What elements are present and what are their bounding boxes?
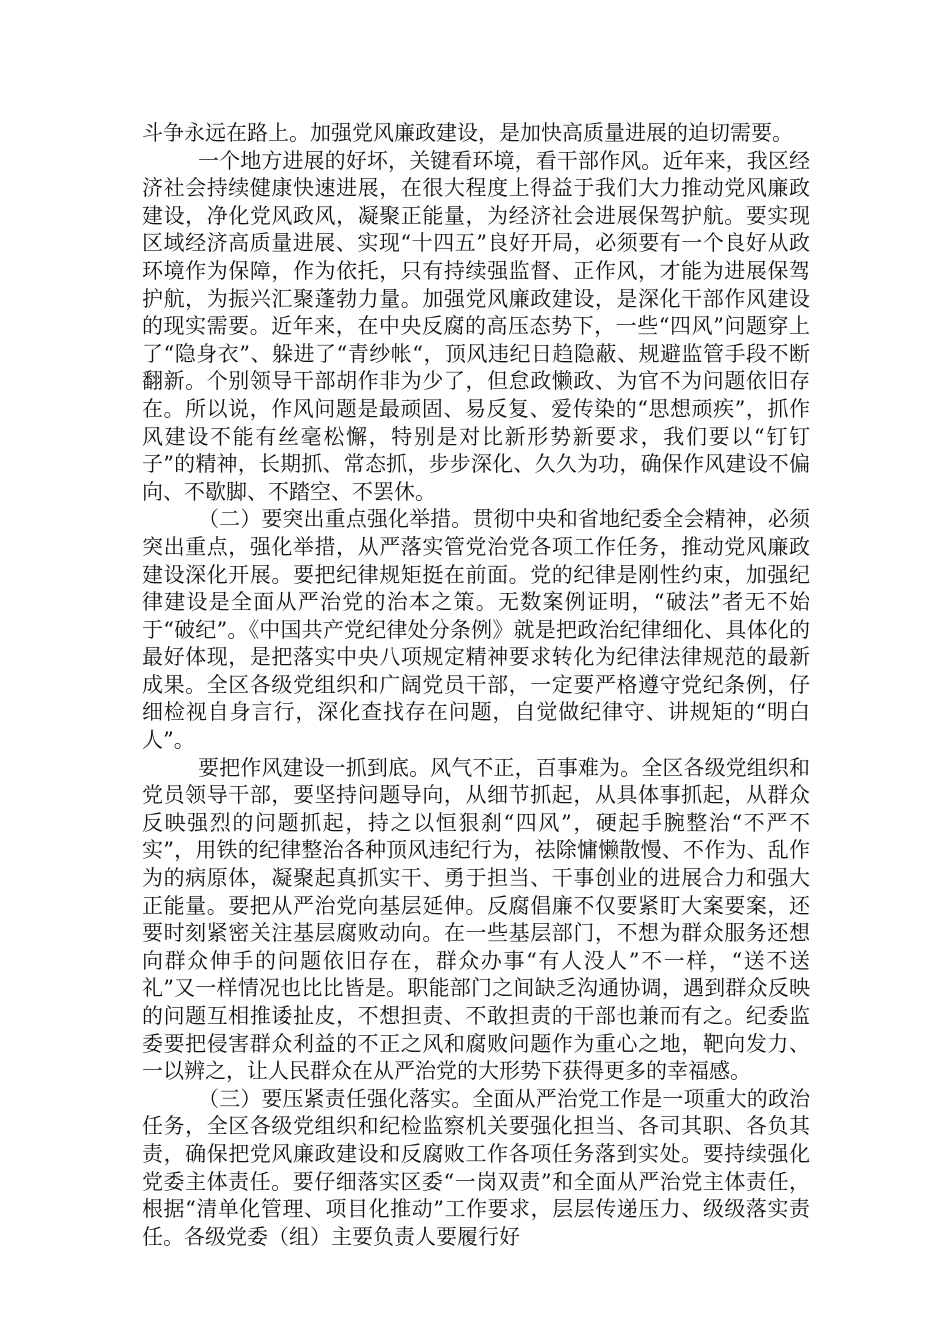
paragraph-environment: 一个地方进展的好坏，关键看环境，看干部作风。近年来，我区经济社会持续健康快速进展，在很大程度上得益于我们大力推动党风廉政建设，净化党风政风，凝聚正能量，为经济社会进展保驾护航。要实现区域经济高质量进展、实现“十四五”良好开局，必须要有一个良好从政环境作为保障，作为依托，只有持续强监督、正作风，才能为进展保驾护航，为振兴汇聚蓬勃力量。加强党风廉政建设，是深化干部作风建设的现实需要。近年来，在中央反腐的高压态势下，一些“四风”问题穿上了“隐身衣”、躲进了“青纱帐“，顶风违纪日趋隐蔽、规避监管手段不断翻新。个别领导干部胡作非为少了，但怠政懒政、为官不为问题依旧存在。所以说，作风问题是最顽固、易反复、爱传染的“思想顽疾”，抓作风建设不能有丝毫松懈，特别是对比新形势新要求，我们要以“钉钉子”的精神，长期抓、常态抓，步步深化、久久为功，确保作风建设不偏向、不歇脚、不踏空、不罢休。 <box>142 148 810 504</box>
paragraph-work-style: 要把作风建设一抓到底。风气不正，百事难为。全区各级党组织和党员领导干部，要坚持问题导向，从细节抓起，从具体事抓起，从群众反映强烈的问题抓起，持之以恒狠刹“四风”，硬起手腕整治“不严不实”，用铁的纪律整治各种顶风违纪行为，祛除慵懒散慢、不作为、乱作为的病原体，凝聚起真抓实干、勇于担当、干事创业的进展合力和强大正能量。要把从严治党向基层延伸。反腐倡廉不仅要紧盯大案要案，还要时刻紧密关注基层腐败动向。在一些基层部门，不想为群众服务还想向群众伸手的问题依旧存在，群众办事“有人没人”不一样，“送不送礼”又一样情况也比比皆是。职能部门之间缺乏沟通协调，遇到群众反映的问题互相推诿扯皮，不想担责、不敢担责的干部也兼而有之。纪委监委要把侵害群众利益的不正之风和腐败问题作为重心之地，靶向发力、一以辨之，让人民群众在从严治党的大形势下获得更多的幸福感。 <box>142 755 810 1084</box>
document-body <box>142 120 810 1251</box>
paragraph-section-three: （三）要压紧责任强化落实。全面从严治党工作是一项重大的政治任务，全区各级党组织和纪检监察机关要强化担当、各司其职、各负其责，确保把党风廉政建设和反腐败工作各项任务落到实处。要持续强化党委主体责任。要仔细落实区委“一岗双责”和全面从严治党主体责任，根据“清单化管理、项目化推动”工作要求，层层传递压力、级级落实责任。各级党委（组）主要负责人要履行好 <box>142 1086 810 1249</box>
paragraph-section-two: （二）要突出重点强化举措。贯彻中央和省地纪委全会精神，必须突出重点，强化举措，从严落实管党治党各项工作任务，推动党风廉政建设深化开展。要把纪律规矩挺在前面。党的纪律是刚性约束，加强纪律建设是全面从严治党的治本之策。无数案例证明，“破法”者无不始于“破纪”。《中国共产党纪律处分条例》就是把政治纪律细化、具体化的最好体现，是把落实中央八项规定精神要求转化为纪律法律规范的最新成果。全区各级党组织和广阔党员干部，一定要严格遵守党纪条例，仔细检视自身言行，深化查找存在问题，自觉做纪律守、讲规矩的“明白人”。 <box>142 507 810 753</box>
paragraph-continuation: 斗争永远在路上。加强党风廉政建设，是加快高质量进展的迫切需要。 <box>142 121 793 145</box>
